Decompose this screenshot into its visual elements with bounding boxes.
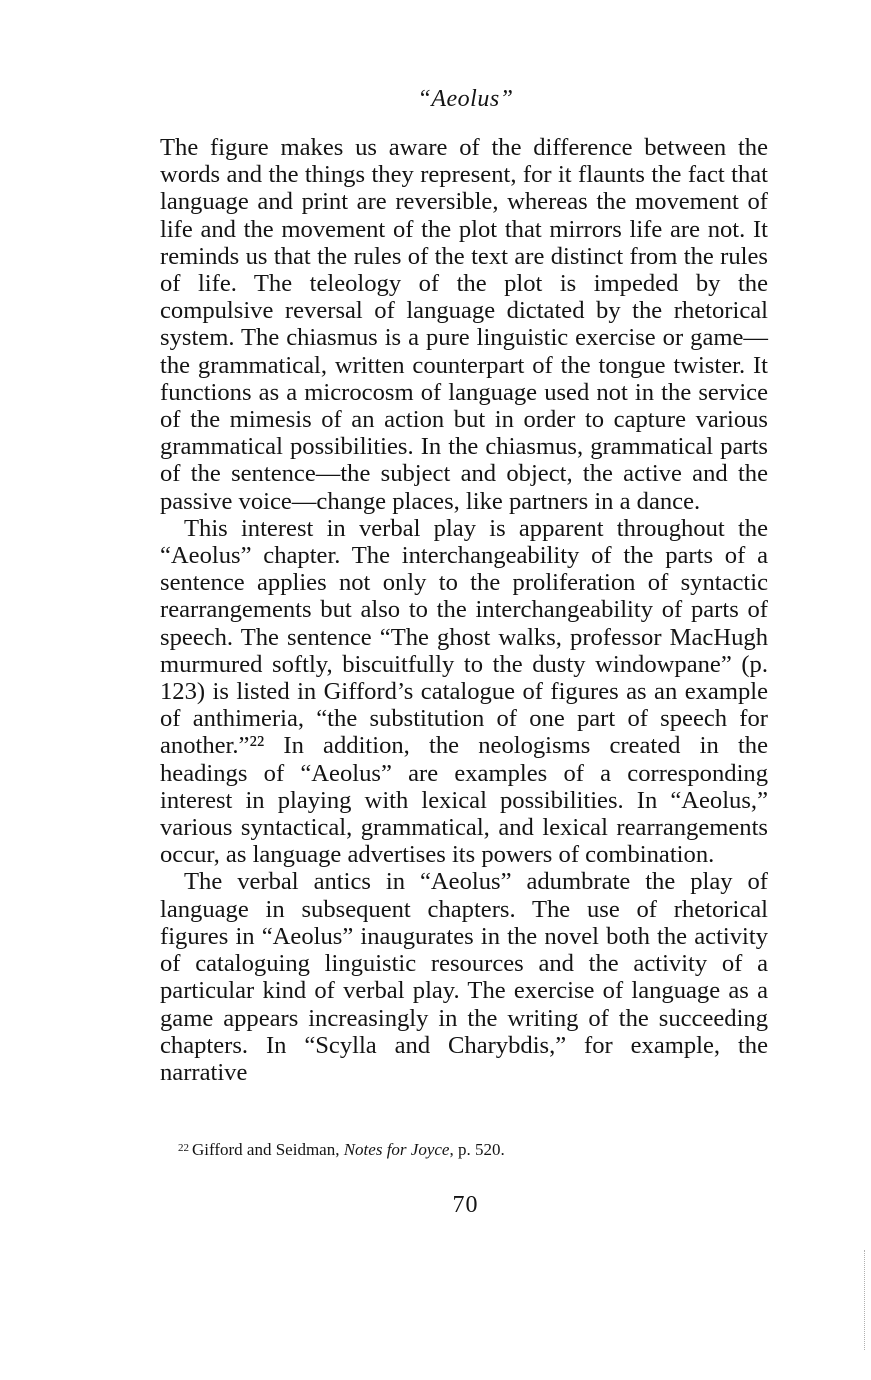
paragraph-1: The figure makes us aware of the difference between the words and the things they represent, for it flaunts the fact that language and print are reversible, whereas the movement of life and the movement of the plot that mirrors life are not. It reminds us that the rules of the text are distinct from the rules of life. The teleology of the plot is impeded by the compulsive reversal of language dictated by the rhetorical system. The chiasmus is a pure linguistic exercise or game—the grammatical, written counterpart of the tongue twister. It functions as a microcosm of language used not in the service of the mimesis of an action but in order to capture various grammatical possibilities. In the chiasmus, grammatical parts of the sentence—the subject and object, the active and the passive voice—change places, like partners in a dance. xyxy=(160,134,768,515)
footnote-number: 22 xyxy=(178,1142,189,1154)
running-head: “Aeolus” xyxy=(417,86,514,112)
paragraph-3: The verbal antics in “Aeolus” adumbrate the play of language in subsequent chapters. The use of rhetorical figures in “Aeolus” inaugurates in the novel both the activity of cataloguing linguistic resources and the activity of a particular kind of verbal play. The exercise of language as a game appears increasingly in the writing of the succeeding chapters. In “Scylla and Charybdis,” for example, the narrative xyxy=(160,868,768,1086)
paragraph-2: This interest in verbal play is apparent throughout the “Aeolus” chapter. The interchangeability of the parts of a sentence applies not only to the proliferation of syntactic rearrangements but also to the interchangeability of parts of speech. The sentence “The ghost walks, professor MacHugh murmured softly, biscuitfully to the dusty windowpane” (p. 123) is listed in Gifford’s catalogue of figures as an example of anthimeria, “the substitution of one part of speech for another.”²² In addition, the neologisms created in the headings of “Aeolus” are examples of a corresponding interest in playing with lexical possibilities. In “Aeolus,” various syntactical, grammatical, and lexical rearrangements occur, as language advertises its powers of combination. xyxy=(160,514,768,869)
scan-edge-marks xyxy=(862,1250,865,1350)
footnote-text-before: Gifford and Seidman, xyxy=(192,1140,344,1159)
body-text xyxy=(160,134,768,1086)
footnote xyxy=(178,1137,768,1161)
footnote-book-title: Notes for Joyce xyxy=(343,1140,450,1159)
footnote-text-after: , p. 520. xyxy=(449,1140,505,1159)
page-number: 70 xyxy=(452,1192,479,1218)
